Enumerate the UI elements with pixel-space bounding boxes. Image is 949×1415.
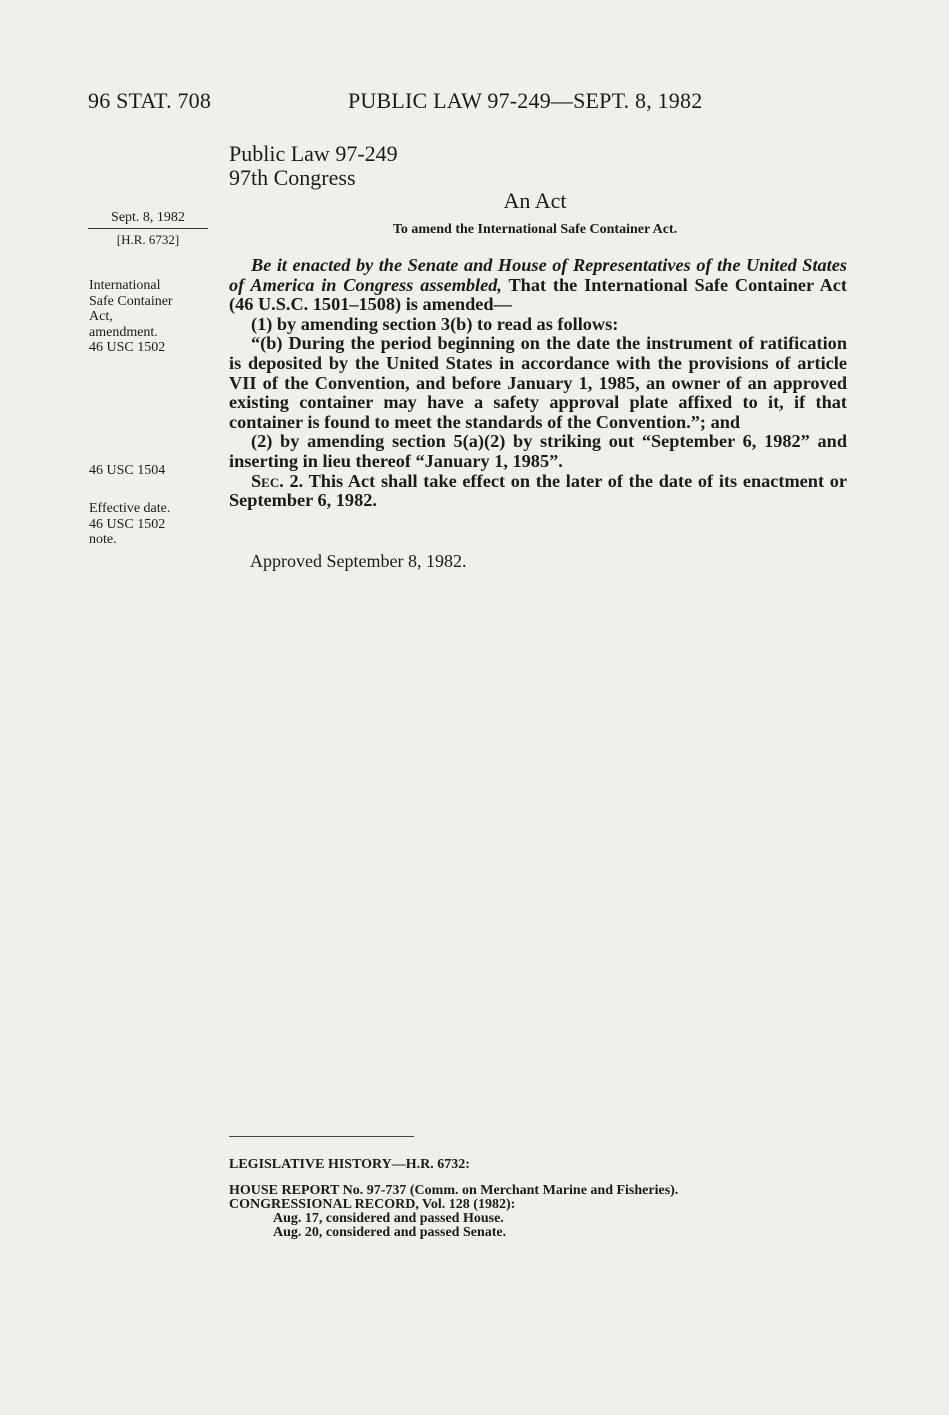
margin-note-line: International: [89, 278, 161, 293]
amendment-item-2: (2) by amending section 5(a)(2) by striking out “September 6, 1982” and inserting in lieu thereof “January 1, 1985”.: [229, 431, 847, 471]
amendment-item-1: (1) by amending section 3(b) to read as follows:: [251, 313, 619, 334]
legislative-history-heading: LEGISLATIVE HISTORY—H.R. 6732:: [229, 1157, 470, 1172]
record-entry: Aug. 17, considered and passed House.: [273, 1211, 504, 1226]
record-entry: Aug. 20, considered and passed Senate.: [273, 1225, 507, 1240]
congress-number: 97th Congress: [229, 165, 356, 190]
section-label: Sec. 2.: [251, 470, 304, 491]
margin-note-line: note.: [89, 532, 117, 547]
enactment-date: Sept. 8, 1982: [88, 210, 208, 229]
enacting-clause: [229, 256, 847, 315]
page-citation: 96 STAT. 708: [88, 88, 212, 113]
margin-note-effective-date: [89, 501, 214, 548]
margin-note-line: Safe Container: [89, 293, 173, 309]
public-law-number: Public Law 97-249: [229, 141, 398, 166]
house-report: HOUSE REPORT No. 97-737 (Comm. on Merchant Marine and Fisheries).: [229, 1183, 679, 1198]
bill-number: [H.R. 6732]: [116, 232, 180, 247]
footnote-rule: [229, 1136, 414, 1137]
enacting-text: That the International Safe Container Act (46 U.S.C. 1501–1508) is amended—: [229, 274, 848, 315]
quoted-section: “(b) During the period beginning on the date the instrument of ratification is deposited by the United States in accordance with the provisions of article VII of the Convention, and before January 1, 1985, an owner of an approved existing container may have a safety approval plate affixed to it, if that container is found to meet the standards of the Convention.”; and: [229, 333, 847, 432]
law-title-block: [229, 142, 398, 190]
margin-note-amendment: [89, 278, 214, 356]
margin-note-line: Act,: [89, 309, 113, 324]
margin-note-line: amendment.: [89, 324, 158, 340]
act-body: [229, 256, 847, 511]
margin-note-line: 46 USC 1502: [89, 516, 166, 532]
congressional-record: CONGRESSIONAL RECORD, Vol. 128 (1982):: [229, 1197, 516, 1212]
section-2: [229, 472, 847, 511]
act-purpose: To amend the International Safe Container Act.: [392, 222, 678, 237]
legislative-history: [229, 1158, 678, 1240]
an-act-heading: An Act: [503, 188, 567, 213]
margin-note-line: Effective date.: [89, 501, 171, 516]
running-head: PUBLIC LAW 97-249—SEPT. 8, 1982: [348, 88, 703, 113]
approval-line: Approved September 8, 1982.: [250, 551, 467, 571]
section-2-text: This Act shall take effect on the later of the date of its enactment or September 6, 1982.: [229, 470, 848, 511]
margin-date-block: [88, 210, 208, 248]
enacting-formula: Be it enacted by the Senate and House of Representatives of the United States of America in Congress assembled,: [229, 255, 847, 295]
margin-note-usc-1504: 46 USC 1504: [89, 463, 166, 478]
margin-note-line: 46 USC 1502: [89, 340, 166, 355]
